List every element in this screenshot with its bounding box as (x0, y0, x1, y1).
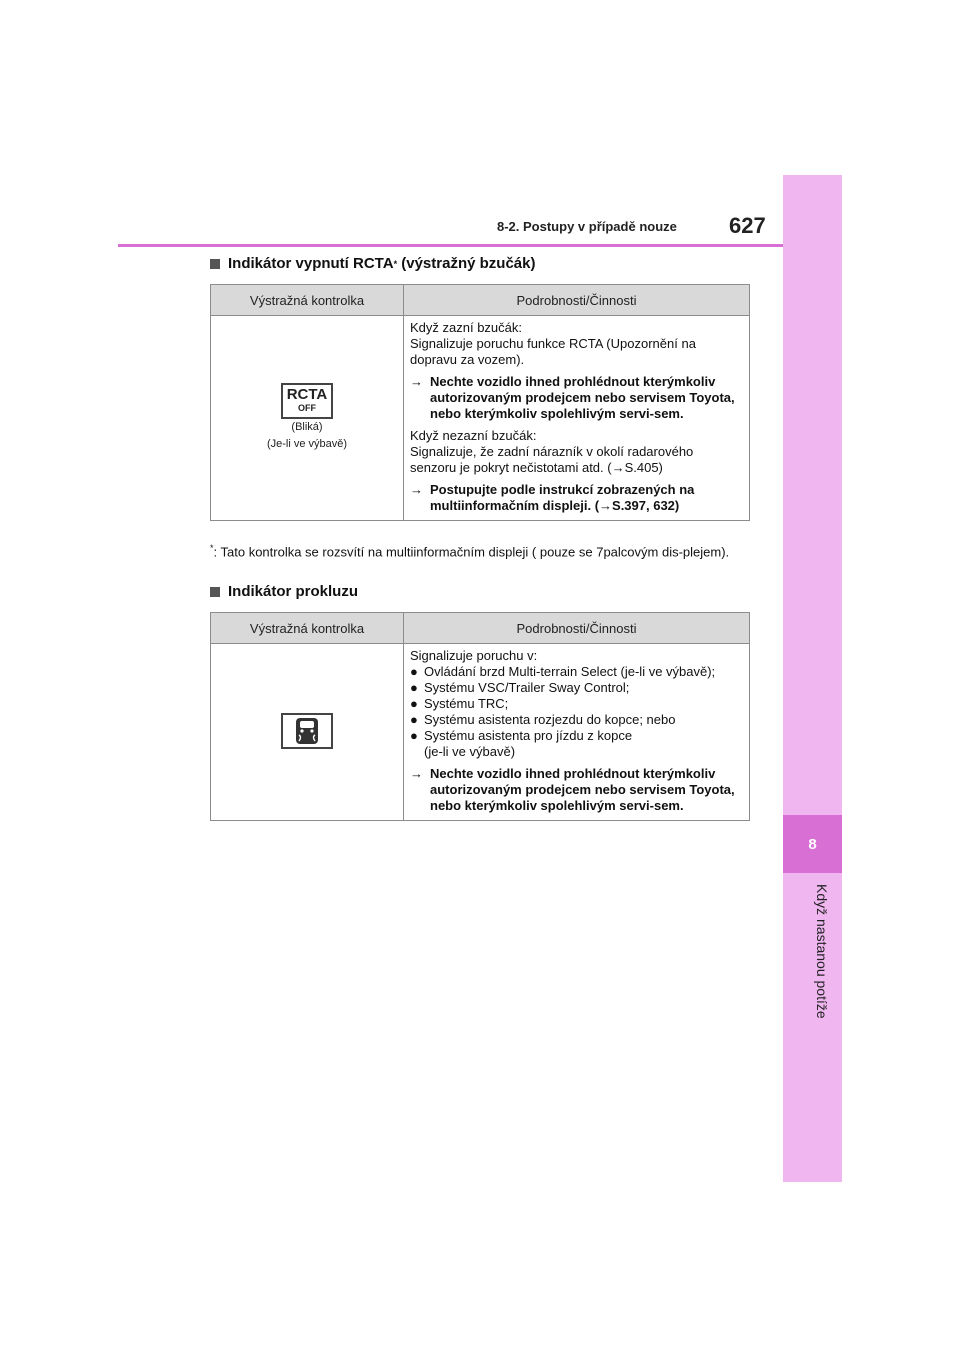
icon-cell (211, 316, 404, 521)
section-title-suffix: (výstražný bzučák) (397, 255, 536, 272)
column-header-light: Výstražná kontrolka (211, 613, 404, 644)
square-bullet-icon (210, 259, 220, 269)
column-header-light: Výstražná kontrolka (211, 285, 404, 316)
list-item (410, 664, 743, 680)
page-number: 627 (729, 213, 766, 238)
action-text: Nechte vozidlo ihned prohlédnout kterýmkoliv autorizovaným prodejcem nebo servisem Toyota, nebo kterýmkoliv spolehlivým servi-sem. (430, 766, 735, 813)
bullet-icon: ● (410, 728, 418, 743)
slip-indicator-icon (281, 713, 333, 749)
section-title-slip (210, 583, 358, 600)
action-text: Postupujte podle instrukcí zobrazených na multiinformačním displeji. (→S.397, 632) (430, 482, 695, 513)
rcta-icon-sublabel: OFF (298, 403, 316, 413)
chapter-title: Když nastanou potíže (814, 884, 830, 1019)
header-divider (118, 244, 783, 247)
list-item (410, 696, 743, 712)
section-title-text: Indikátor vypnutí RCTA (228, 255, 394, 272)
arrow-icon: → (410, 374, 423, 389)
detail-condition: Když zazní bzučák: (410, 320, 522, 335)
action-item (410, 482, 743, 514)
action-item (410, 374, 743, 422)
icon-note-blinks: (Bliká) (291, 421, 323, 433)
details-cell (404, 644, 750, 821)
list-item-text: Systému asistenta pro jízdu z kopce (424, 728, 633, 743)
column-header-details: Podrobnosti/Činnosti (404, 285, 750, 316)
list-item-text: Systému TRC; (424, 696, 509, 711)
table-header-row (211, 613, 750, 644)
footnote (210, 537, 750, 563)
list-item-text: Systému asistenta rozjezdu do kopce; nebo (424, 712, 676, 727)
rcta-off-icon (281, 383, 333, 419)
footnote-mark: * (393, 258, 398, 269)
bullet-icon: ● (410, 696, 418, 711)
footnote-mark: * (210, 543, 214, 553)
bullet-icon: ● (410, 712, 418, 727)
detail-text: Signalizuje poruchu funkce RCTA (Upozornění na dopravu za vozem). (410, 336, 696, 367)
arrow-icon: → (410, 766, 423, 781)
details-cell (404, 316, 750, 521)
action-item (410, 766, 743, 814)
list-item-note: (je-li ve výbavě) (424, 744, 516, 759)
detail-intro: Signalizuje poruchu v: (410, 648, 538, 663)
warning-table-rcta (210, 284, 750, 521)
icon-note-equipment: (Je-li ve výbavě) (266, 438, 348, 450)
table-header-row (211, 285, 750, 316)
table-row (211, 316, 750, 521)
bullet-icon: ● (410, 680, 418, 695)
list-item-text: Ovládání brzd Multi-terrain Select (je-li ve výbavě); (424, 664, 716, 679)
table-row (211, 644, 750, 821)
detail-text: Signalizuje, že zadní nárazník v okolí radarového senzoru je pokryt nečistotami atd. (→S.405) (410, 444, 694, 475)
section-title-text: Indikátor prokluzu (228, 583, 359, 600)
list-item (410, 712, 743, 728)
rcta-icon-label: RCTA (286, 386, 328, 403)
chapter-number: 8 (783, 815, 842, 873)
arrow-icon: → (410, 482, 423, 497)
bullet-icon: ● (410, 664, 418, 679)
list-item (410, 680, 743, 696)
warning-table-slip (210, 612, 750, 821)
column-header-details: Podrobnosti/Činnosti (404, 613, 750, 644)
icon-cell (211, 644, 404, 821)
detail-paragraph (410, 320, 743, 368)
list-item (410, 728, 743, 744)
square-bullet-icon (210, 587, 220, 597)
footnote-text: : Tato kontrolka se rozsvítí na multiinformačním displeji ( pouze se 7palcovým dis-plejem). (213, 544, 730, 560)
list-item-text: Systému VSC/Trailer Sway Control; (424, 680, 630, 695)
section-title-rcta (210, 255, 535, 272)
action-text: Nechte vozidlo ihned prohlédnout kterýmkoliv autorizovaným prodejcem nebo servisem Toyota, nebo kterýmkoliv spolehlivým servi-sem. (430, 374, 735, 421)
detail-condition: Když nezazní bzučák: (410, 428, 537, 443)
detail-paragraph (410, 428, 743, 476)
header-section-title: 8-2. Postupy v případě nouze (497, 219, 677, 234)
